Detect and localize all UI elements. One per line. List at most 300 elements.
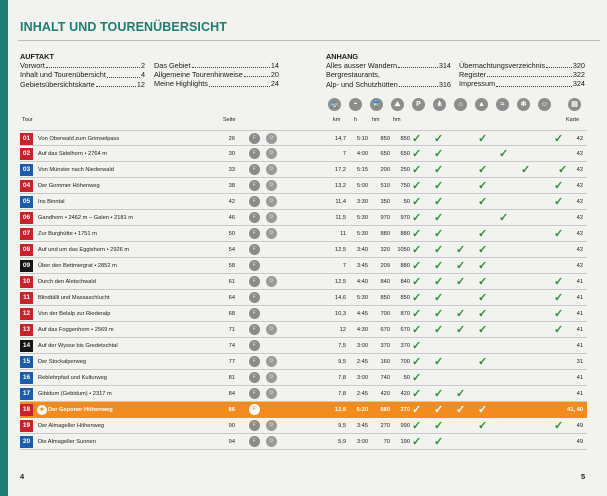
toc-entry-page: 14 [270, 61, 279, 70]
check-icon: ✓ [554, 420, 564, 432]
tour-ascent: 670 [380, 327, 390, 333]
toc-entry-label: Register [459, 70, 487, 80]
toc-entry[interactable] [154, 61, 279, 70]
difficulty-icon: ⚐ [249, 340, 260, 351]
tour-hours: 5:00 [356, 183, 368, 189]
kid-friendly-icon: ☺ [266, 388, 277, 399]
tour-row[interactable] [20, 258, 587, 274]
check-icon: ✓ [434, 276, 444, 288]
auftakt-col2 [154, 61, 279, 89]
tour-name: Der Stockalperweg [38, 359, 87, 365]
check-icon: ✓ [554, 228, 564, 240]
tour-name: Durch den Aletschwald [38, 279, 96, 285]
tour-karte: 41, 40 [567, 407, 583, 413]
tour-descent: 990 [400, 423, 410, 429]
check-icon: ✓ [412, 180, 422, 192]
toc-entry[interactable] [20, 80, 145, 89]
tour-row[interactable] [20, 322, 587, 338]
auftakt-col1 [20, 52, 145, 89]
tour-number-badge: 01 [20, 133, 33, 145]
difficulty-icon: ⚐ [249, 196, 260, 207]
difficulty-icon: ⚐ [249, 260, 260, 271]
bus-icon: 🚌 [328, 98, 341, 111]
tour-ascent: 850 [380, 136, 390, 142]
check-icon: ✓ [456, 276, 466, 288]
tour-name: Auf und um das Eggishorn • 2926 m [38, 247, 130, 253]
toc-entry-label: Inhalt und Tourenübersicht [20, 70, 106, 80]
tour-descent: 420 [400, 391, 410, 397]
anhang-col1 [326, 52, 451, 89]
tour-ascent: 650 [380, 151, 390, 157]
tour-page: 81 [228, 375, 235, 381]
check-icon: ✓ [434, 148, 444, 160]
kid-friendly-icon: ☺ [266, 164, 277, 175]
toc-entry[interactable] [20, 70, 145, 79]
tour-name: Die Almageller Suonen [38, 439, 96, 445]
tour-karte: 41 [576, 327, 583, 333]
check-icon: ✓ [412, 420, 422, 432]
check-icon: ✓ [456, 324, 466, 336]
tour-number-badge: 17 [20, 388, 33, 400]
tour-km: 10,3 [334, 311, 346, 317]
check-icon: ✓ [478, 260, 488, 272]
tour-km: 13,2 [334, 183, 346, 189]
parking-icon: P [412, 98, 425, 111]
check-icon: ✓ [434, 324, 444, 336]
tour-number-badge: 06 [20, 212, 33, 224]
check-icon: ✓ [412, 212, 422, 224]
check-icon: ✓ [434, 228, 444, 240]
toc-entry[interactable] [326, 80, 451, 89]
highlight-star-icon: ★ [37, 405, 47, 415]
tour-name: Auf das Sidelhorn • 2764 m [38, 151, 108, 157]
difficulty-icon: ⚐ [249, 133, 260, 144]
tour-descent: 50 [403, 199, 410, 205]
kid-friendly-icon: ☺ [266, 180, 277, 191]
tour-karte: 41 [576, 311, 583, 317]
tour-page: 84 [228, 391, 235, 397]
check-icon: ✓ [554, 276, 564, 288]
difficulty-icon: ⚐ [249, 436, 260, 447]
title-divider [18, 40, 600, 41]
difficulty-icon: ⚐ [249, 388, 260, 399]
tour-ascent: 740 [380, 375, 390, 381]
check-icon: ✓ [412, 260, 422, 272]
toc-leader-dots [46, 61, 140, 68]
tour-number-badge: 10 [20, 276, 33, 288]
check-icon: ✓ [434, 436, 444, 448]
kid-friendly-icon: ☺ [266, 356, 277, 367]
tour-ascent: 160 [380, 359, 390, 365]
difficulty-icon: ⚐ [249, 164, 260, 175]
tour-name: Gandhorn • 2462 m – Galen • 2181 m [38, 215, 134, 221]
tour-number-badge: 14 [20, 340, 33, 352]
tour-row[interactable] [20, 226, 587, 242]
check-icon: ✓ [478, 308, 488, 320]
tour-row[interactable] [20, 338, 587, 354]
check-icon: ✓ [412, 196, 422, 208]
tour-page: 38 [228, 183, 235, 189]
toc-entry-page: 316 [438, 79, 451, 89]
tour-row[interactable] [20, 386, 587, 402]
tour-hours: 4:30 [356, 327, 368, 333]
tour-page: 50 [228, 231, 235, 237]
tour-row[interactable] [20, 162, 587, 178]
tour-karte: 42 [576, 247, 583, 253]
toc-entry-page: 20 [270, 70, 279, 80]
tour-row[interactable] [20, 402, 587, 418]
toc-leader-dots [487, 70, 572, 77]
header-tour: Tour [22, 117, 33, 123]
tour-km: 12 [339, 327, 346, 333]
check-icon: ✓ [412, 292, 422, 304]
tour-km: 9,5 [338, 423, 346, 429]
tour-descent: 370 [400, 343, 410, 349]
tour-karte: 42 [576, 183, 583, 189]
tour-number-badge: 07 [20, 228, 33, 240]
toc-leader-dots [398, 61, 438, 68]
check-icon: ✓ [412, 244, 422, 256]
check-icon: ✓ [412, 164, 422, 176]
tour-number-badge: 18 [20, 404, 33, 416]
tour-hours: 2:45 [356, 391, 368, 397]
tent-icon: ▲ [475, 98, 488, 111]
toc-leader-dots [399, 80, 438, 87]
book-icon: ▤ [568, 98, 581, 111]
check-icon: ✓ [412, 276, 422, 288]
tour-row[interactable] [20, 274, 587, 290]
toc-entry-label: Allgemeine Tourenhinweise [154, 70, 243, 80]
check-icon: ✓ [478, 228, 488, 240]
tour-page: 68 [228, 311, 235, 317]
tour-descent: 250 [400, 167, 410, 173]
tour-row[interactable] [20, 242, 587, 258]
kid-friendly-icon: ☺ [266, 196, 277, 207]
toc-entry[interactable] [459, 70, 585, 79]
tour-hours: 3:00 [356, 343, 368, 349]
tour-descent: 370 [400, 407, 410, 413]
tour-page: 30 [228, 151, 235, 157]
check-icon: ✓ [554, 133, 564, 145]
tour-name: Zur Burghütte • 1751 m [38, 231, 97, 237]
tour-name: Von Münster nach Niederwald [38, 167, 114, 173]
difficulty-icon: ⚐ [249, 404, 260, 415]
check-icon: ✓ [499, 212, 509, 224]
tour-ascent: 350 [380, 199, 390, 205]
tour-karte: 42 [576, 136, 583, 142]
tour-row[interactable] [20, 306, 587, 322]
tour-karte: 41 [576, 295, 583, 301]
tour-descent: 650 [400, 151, 410, 157]
tour-hours: 3:00 [356, 439, 368, 445]
check-icon: ✓ [478, 356, 488, 368]
check-icon: ✓ [554, 308, 564, 320]
tour-km: 11,5 [335, 215, 346, 221]
tour-km: 11 [340, 231, 346, 237]
tour-number-badge: 15 [20, 356, 33, 368]
tour-hours: 5:10 [356, 136, 368, 142]
restaurant-icon: ⋔ [433, 98, 446, 111]
tour-hours: 2:45 [356, 359, 368, 365]
toc-entry-label: Vorwort [20, 61, 45, 71]
tour-hours: 4:40 [356, 279, 368, 285]
tour-row[interactable] [20, 210, 587, 226]
tour-descent: 970 [400, 215, 410, 221]
anhang-heading: ANHANG [326, 52, 359, 61]
tour-descent: 1050 [397, 247, 410, 253]
page-number-left: 4 [20, 472, 25, 481]
tour-page: 61 [228, 279, 235, 285]
tour-row[interactable] [20, 194, 587, 210]
check-icon: ✓ [456, 260, 466, 272]
kid-friendly-icon: ☺ [266, 212, 277, 223]
tour-km: 7 [342, 151, 346, 157]
check-icon: ✓ [554, 196, 564, 208]
difficulty-icon: ⚐ [249, 356, 260, 367]
check-icon: ✓ [456, 308, 466, 320]
tour-number-badge: 09 [20, 260, 33, 272]
tour-km: 12,8 [334, 407, 346, 413]
tour-descent: 850 [400, 295, 410, 301]
header-hm-down: hm [393, 117, 401, 123]
check-icon: ✓ [554, 180, 564, 192]
toc-leader-dots [244, 70, 270, 77]
tour-karte: 31 [576, 359, 583, 365]
tour-name: Ins Binntal [38, 199, 65, 205]
check-icon: ✓ [434, 404, 444, 416]
tour-km: 7,8 [338, 391, 346, 397]
tour-page: 46 [228, 215, 235, 221]
kid-friendly-icon: ☺ [266, 148, 277, 159]
tour-hours: 5:15 [356, 167, 368, 173]
toc-entry[interactable] [154, 70, 279, 79]
tour-km: 9,5 [338, 359, 346, 365]
check-icon: ✓ [434, 212, 444, 224]
toc-entry[interactable] [326, 70, 451, 79]
header-karte: Karte [566, 117, 580, 123]
page-title: INHALT UND TOURENÜBERSICHT [20, 20, 227, 34]
tour-hours: 4:00 [356, 151, 368, 157]
tour-km: 7,5 [338, 343, 346, 349]
toc-leader-dots [496, 79, 572, 86]
check-icon: ✓ [478, 180, 488, 192]
tour-karte: 41 [576, 391, 583, 397]
toc-entry-label: Das Gebiet [154, 61, 191, 70]
tour-name: Auf das Foggenhorn • 2569 m [38, 327, 114, 333]
tour-row[interactable] [20, 178, 587, 194]
difficulty-icon: ⚐ [249, 212, 260, 223]
check-icon: ✓ [434, 196, 444, 208]
toc-entry[interactable] [459, 61, 585, 70]
tour-km: 12,5 [334, 247, 346, 253]
check-icon: ✓ [434, 420, 444, 432]
tour-name: Der Almageller Höhenweg [38, 423, 105, 429]
tour-ascent: 200 [380, 167, 390, 173]
tour-page: 33 [228, 167, 235, 173]
toc-entry-page: 320 [572, 61, 585, 70]
tour-ascent: 510 [380, 183, 390, 189]
toc-entry-page: 2 [140, 61, 145, 71]
header-hm-up: hm [372, 117, 380, 123]
tour-descent: 850 [400, 136, 410, 142]
check-icon: ✓ [478, 133, 488, 145]
tour-row[interactable] [20, 146, 587, 162]
tour-descent: 840 [400, 279, 410, 285]
tour-row[interactable] [20, 130, 587, 146]
check-icon: ✓ [456, 404, 466, 416]
check-icon: ✓ [412, 436, 422, 448]
check-icon: ✓ [434, 164, 444, 176]
check-icon: ✓ [434, 388, 444, 400]
auftakt-heading: AUFTAKT [20, 52, 54, 61]
tour-karte: 42 [576, 215, 583, 221]
tour-row[interactable] [20, 418, 587, 434]
check-icon: ✓ [478, 276, 488, 288]
tour-descent: 870 [400, 311, 410, 317]
tour-number-badge: 03 [20, 164, 33, 176]
train-icon: 🚆 [370, 98, 383, 111]
toc-entry-page: 314 [438, 61, 451, 71]
check-icon: ✓ [478, 164, 488, 176]
tour-karte: 49 [576, 423, 583, 429]
swim-icon: ≈ [496, 98, 509, 111]
tour-hours: 5:30 [356, 231, 368, 237]
toc-entry[interactable] [459, 79, 585, 88]
header-h: h [354, 117, 358, 123]
tour-karte: 41 [576, 343, 583, 349]
toc-leader-dots [546, 61, 572, 68]
check-icon: ✓ [478, 420, 488, 432]
difficulty-icon: ⚐ [249, 372, 260, 383]
tour-page: 77 [228, 359, 235, 365]
check-icon: ✓ [478, 292, 488, 304]
tour-ascent: 880 [380, 407, 390, 413]
tour-name: Gibidum (Gebidum) • 2317 m [38, 391, 112, 397]
tour-row[interactable] [20, 370, 587, 386]
child-icon: ☺ [538, 98, 551, 111]
difficulty-icon: ⚐ [249, 244, 260, 255]
tour-name: Der Gsponer Höhenweg [48, 407, 113, 413]
tour-hours: 5:30 [356, 295, 368, 301]
check-icon: ✓ [478, 324, 488, 336]
tour-number-badge: 19 [20, 420, 33, 432]
tour-ascent: 320 [380, 247, 390, 253]
hut-icon: ⌂ [454, 98, 467, 111]
tour-hours: 3:45 [356, 423, 368, 429]
kid-friendly-icon: ☺ [266, 133, 277, 144]
check-icon: ✓ [412, 388, 422, 400]
tour-karte: 42 [576, 199, 583, 205]
mountain-train-icon: ⛰ [391, 98, 404, 111]
tour-name: Von der Belalp zur Riederalp [38, 311, 111, 317]
tour-page: 90 [228, 423, 235, 429]
difficulty-icon: ⚐ [249, 180, 260, 191]
check-icon: ✓ [558, 164, 568, 176]
tour-name: Über den Bettmergrat • 2852 m [38, 263, 117, 269]
tour-ascent: 209 [380, 263, 390, 269]
tour-ascent: 270 [380, 423, 390, 429]
tour-karte: 42 [576, 263, 583, 269]
tour-number-badge: 11 [20, 292, 33, 304]
tour-descent: 880 [400, 263, 410, 269]
tour-ascent: 370 [380, 343, 390, 349]
toc-leader-dots [192, 61, 270, 68]
tour-descent: 700 [400, 359, 410, 365]
tour-row[interactable] [20, 290, 587, 306]
tour-hours: 3:40 [356, 247, 368, 253]
toc-entry[interactable] [326, 61, 451, 70]
check-icon: ✓ [412, 356, 422, 368]
tour-hours: 4:45 [356, 311, 368, 317]
snow-icon: ✻ [517, 98, 530, 111]
toc-leader-dots [209, 79, 270, 86]
tour-ascent: 70 [383, 439, 390, 445]
difficulty-icon: ⚐ [249, 228, 260, 239]
difficulty-icon: ⚐ [249, 292, 260, 303]
tour-hours: 3:45 [356, 263, 368, 269]
difficulty-icon: ⚐ [249, 324, 260, 335]
difficulty-icon: ⚐ [249, 148, 260, 159]
kid-friendly-icon: ☺ [266, 276, 277, 287]
tour-number-badge: 08 [20, 244, 33, 256]
green-edge-stripe [0, 0, 8, 496]
check-icon: ✓ [412, 404, 422, 416]
kid-friendly-icon: ☺ [266, 436, 277, 447]
check-icon: ✓ [456, 244, 466, 256]
toc-entry-label: Bergrestaurants, [326, 70, 380, 80]
check-icon: ✓ [554, 324, 564, 336]
check-icon: ✓ [412, 228, 422, 240]
tour-hours: 3:00 [356, 375, 368, 381]
tour-ascent: 420 [380, 391, 390, 397]
header-km: km [333, 117, 341, 123]
tour-page: 64 [228, 295, 235, 301]
toc-entry[interactable] [154, 79, 279, 88]
tour-row[interactable] [20, 434, 587, 450]
toc-entry[interactable] [20, 61, 145, 70]
toc-leader-dots [107, 70, 140, 77]
tour-ascent: 850 [380, 295, 390, 301]
tour-number-badge: 16 [20, 372, 33, 384]
tour-page: 94 [228, 439, 235, 445]
tour-descent: 750 [400, 183, 410, 189]
check-icon: ✓ [478, 196, 488, 208]
tour-km: 12,5 [334, 279, 346, 285]
check-icon: ✓ [412, 133, 422, 145]
tour-name: Der Gommer Höhenweg [38, 183, 100, 189]
tour-row[interactable] [20, 354, 587, 370]
header-seite: Seite [223, 117, 236, 123]
check-icon: ✓ [434, 260, 444, 272]
tour-ascent: 880 [380, 231, 390, 237]
check-icon: ✓ [412, 372, 422, 384]
check-icon: ✓ [412, 148, 422, 160]
tour-page: 54 [228, 247, 235, 253]
toc-entry-label: Alles ausser Wandern [326, 61, 398, 71]
toc-entry-label: Alp- und Schutzhütten [326, 79, 398, 89]
cable-car-icon: ◓ [349, 98, 362, 111]
tour-number-badge: 05 [20, 196, 33, 208]
tour-km: 17,2 [334, 167, 346, 173]
kid-friendly-icon: ☺ [266, 372, 277, 383]
tour-number-badge: 12 [20, 308, 33, 320]
tour-page: 42 [228, 199, 235, 205]
check-icon: ✓ [478, 244, 488, 256]
tour-km: 7 [342, 263, 346, 269]
tour-km: 11,4 [335, 199, 346, 205]
tour-page: 74 [228, 343, 235, 349]
kid-friendly-icon: ☺ [266, 228, 277, 239]
